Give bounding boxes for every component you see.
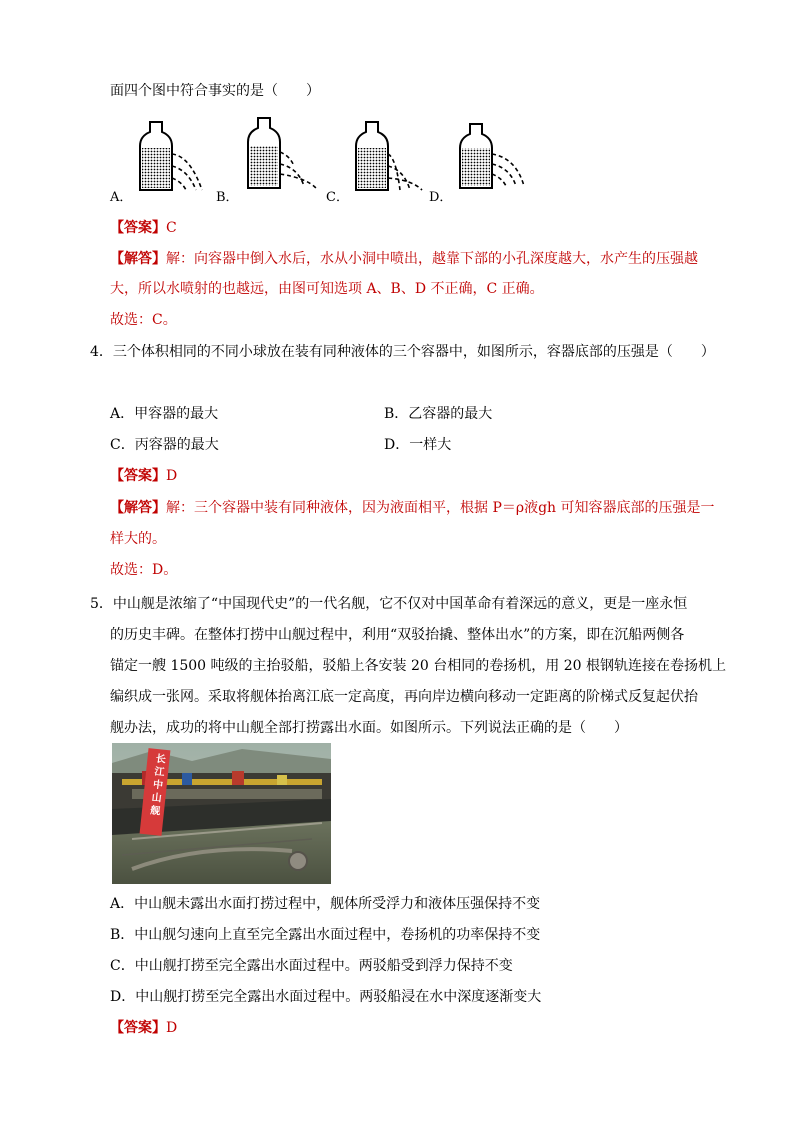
banner-char: 山 bbox=[151, 792, 163, 805]
q4-option-d: D．一样大 bbox=[384, 437, 452, 453]
q5-stem-line1 bbox=[90, 594, 687, 614]
solution-text: 解：三个容器中装有同种液体，因为液面相平，根据 P＝ρ液gh 可知容器底部的压强是一 bbox=[166, 500, 715, 516]
banner-char: 江 bbox=[153, 766, 165, 779]
q5-option-a: A．中山舰未露出水面打捞过程中，舰体所受浮力和液体压强保持不变 bbox=[110, 896, 541, 912]
q4-solution-line1 bbox=[110, 498, 715, 518]
q5-stem-line2: 的历史丰碑。在整体打捞中山舰过程中，利用“双驳抬撬、整体出水”的方案，即在沉船两侧各 bbox=[110, 627, 685, 643]
q3-stem: 面四个图中符合事实的是（ ） bbox=[110, 83, 320, 99]
banner-char: 长 bbox=[155, 753, 167, 766]
q3-choice: 故选：C。 bbox=[110, 312, 177, 328]
q5-stem-line5: 舰办法，成功的将中山舰全部打捞露出水面。如图所示。下列说法正确的是（ ） bbox=[110, 720, 628, 736]
answer-value: C bbox=[166, 220, 177, 236]
q3-option-c-label: C． bbox=[326, 190, 349, 205]
q5-stem-line3: 锚定一艘 1500 吨级的主抬驳船，驳船上各安装 20 台相同的卷扬机，用 20 根钢轨连接在卷扬机上 bbox=[110, 658, 726, 674]
q5-stem-text: 中山舰是浓缩了“中国现代史”的一代名舰，它不仅对中国革命有着深远的意义，更是一座永恒 bbox=[112, 596, 688, 612]
answer-tag: 【答案】 bbox=[110, 1020, 166, 1036]
bottle-c-figure bbox=[354, 120, 434, 195]
q5-option-c: C．中山舰打捞至完全露出水面过程中。两驳船受到浮力保持不变 bbox=[110, 958, 513, 974]
answer-value: D bbox=[166, 1020, 178, 1036]
q3-solution-line1 bbox=[110, 249, 698, 269]
q4-option-c: C．丙容器的最大 bbox=[110, 437, 219, 453]
salvage-photo-drawing bbox=[112, 743, 331, 884]
answer-value: D bbox=[166, 468, 178, 484]
q4-answer bbox=[110, 466, 177, 486]
solution-text: 解：向容器中倒入水后，水从小洞中喷出，越靠下部的小孔深度越大，水产生的压强越 bbox=[166, 251, 698, 267]
banner-char: 中 bbox=[152, 779, 164, 792]
solution-tag: 【解答】 bbox=[110, 500, 166, 516]
solution-tag: 【解答】 bbox=[110, 251, 166, 267]
bottle-a-figure bbox=[138, 120, 218, 195]
q4-stem bbox=[90, 342, 715, 362]
q5-number: 5． bbox=[90, 596, 113, 612]
answer-tag: 【答案】 bbox=[110, 220, 166, 236]
banner-char: 舰 bbox=[149, 805, 161, 818]
q3-answer bbox=[110, 218, 177, 238]
bottle-b-figure bbox=[244, 116, 324, 194]
answer-tag: 【答案】 bbox=[110, 468, 166, 484]
q3-option-d-label: D． bbox=[429, 190, 453, 205]
q5-option-b: B．中山舰匀速向上直至完全露出水面过程中，卷扬机的功率保持不变 bbox=[110, 927, 541, 943]
q4-choice: 故选：D。 bbox=[110, 562, 178, 578]
q3-option-b-label: B． bbox=[216, 190, 239, 205]
q4-stem-text: 三个体积相同的不同小球放在装有同种液体的三个容器中，如图所示，容器底部的压强是（ ） bbox=[112, 344, 715, 360]
q5-stem-line4: 编织成一张网。采取将舰体抬离江底一定高度，再向岸边横向移动一定距离的阶梯式反复起伏抬 bbox=[110, 689, 698, 705]
q5-answer bbox=[110, 1018, 177, 1038]
q3-solution-line2: 大，所以水喷射的也越远，由图可知选项 A、B、D 不正确，C 正确。 bbox=[110, 281, 544, 297]
q5-option-d: D．中山舰打捞至完全露出水面过程中。两驳船浸在水中深度逐渐变大 bbox=[110, 989, 542, 1005]
q4-number: 4． bbox=[90, 344, 113, 360]
q3-option-a-label: A． bbox=[110, 190, 133, 205]
q4-solution-line2: 样大的。 bbox=[110, 531, 166, 547]
q4-option-a: A．甲容器的最大 bbox=[110, 406, 219, 422]
salvage-ship-photo bbox=[112, 743, 331, 884]
q4-option-b: B．乙容器的最大 bbox=[384, 406, 493, 422]
bottle-d-figure bbox=[458, 122, 538, 192]
